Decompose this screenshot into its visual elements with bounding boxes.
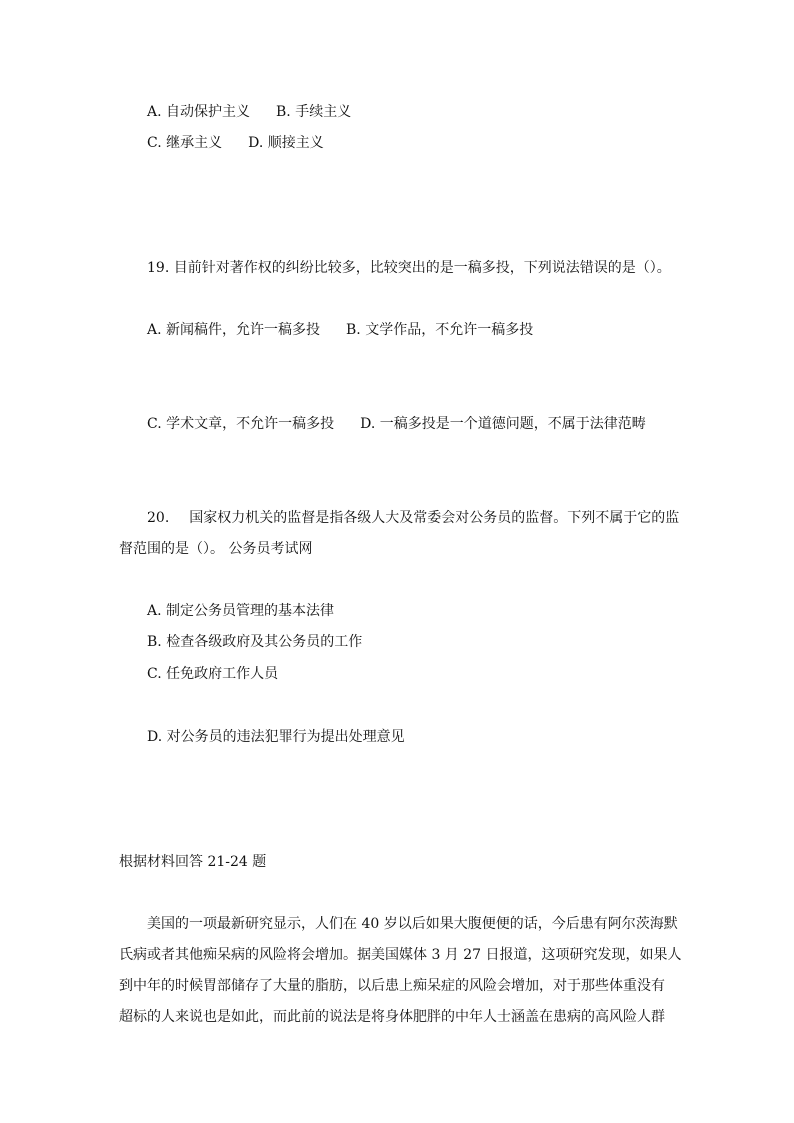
material-paragraph-line-4: 超标的人来说也是如此，而此前的说法是将身体肥胖的中年人士涵盖在患病的高风险人群: [119, 1009, 665, 1025]
q20-option-b: B. 检查各级政府及其公务员的工作: [147, 634, 363, 650]
material-paragraph-line-2: 氏病或者其他痴呆病的风险将会增加。据美国媒体 3 月 27 日报道，这项研究发现，如果人: [119, 947, 682, 963]
q20-number: 20.: [147, 510, 170, 526]
q19-option-b: B. 文学作品，不允许一稿多投: [346, 322, 534, 338]
material-paragraph-line-1: 美国的一项最新研究显示，人们在 40 岁以后如果大腹便便的话，今后患有阿尔茨海默: [147, 916, 678, 932]
q19-options-row-2: [147, 414, 646, 434]
q18-option-b: B. 手续主义: [276, 104, 352, 120]
q19-stem: 19. 目前针对著作权的纠纷比较多，比较突出的是一稿多投，下列说法错误的是（）。: [147, 260, 671, 276]
q20-option-a: A. 制定公务员管理的基本法律: [147, 603, 335, 619]
material-paragraph-line-3: 到中年的时候胃部储存了大量的脂肪，以后患上痴呆症的风险会增加，对于那些体重没有: [119, 978, 665, 994]
material-heading: 根据材料回答 21-24 题: [119, 854, 267, 870]
q19-option-a: A. 新闻稿件，允许一稿多投: [147, 322, 321, 338]
q20-option-c: C. 任免政府工作人员: [147, 666, 279, 682]
q18-option-c: C. 继承主义: [147, 135, 223, 151]
q18-options-row-1: [147, 102, 351, 122]
q20-stem-line-1: [147, 508, 679, 528]
q20-stem-text: 国家权力机关的监督是指各级人大及常委会对公务员的监督。下列不属于它的监: [189, 510, 680, 526]
q18-option-a: A. 自动保护主义: [147, 104, 251, 120]
q20-option-d: D. 对公务员的违法犯罪行为提出处理意见: [147, 729, 405, 745]
q19-option-d: D. 一稿多投是一个道德问题，不属于法律范畴: [360, 416, 646, 432]
q19-options-row-1: [147, 320, 533, 340]
q18-option-d: D. 顺接主义: [248, 135, 324, 151]
q18-options-row-2: [147, 133, 324, 153]
q19-option-c: C. 学术文章，不允许一稿多投: [147, 416, 335, 432]
q20-stem-line-2: 督范围的是（）。 公务员考试网: [119, 541, 313, 557]
